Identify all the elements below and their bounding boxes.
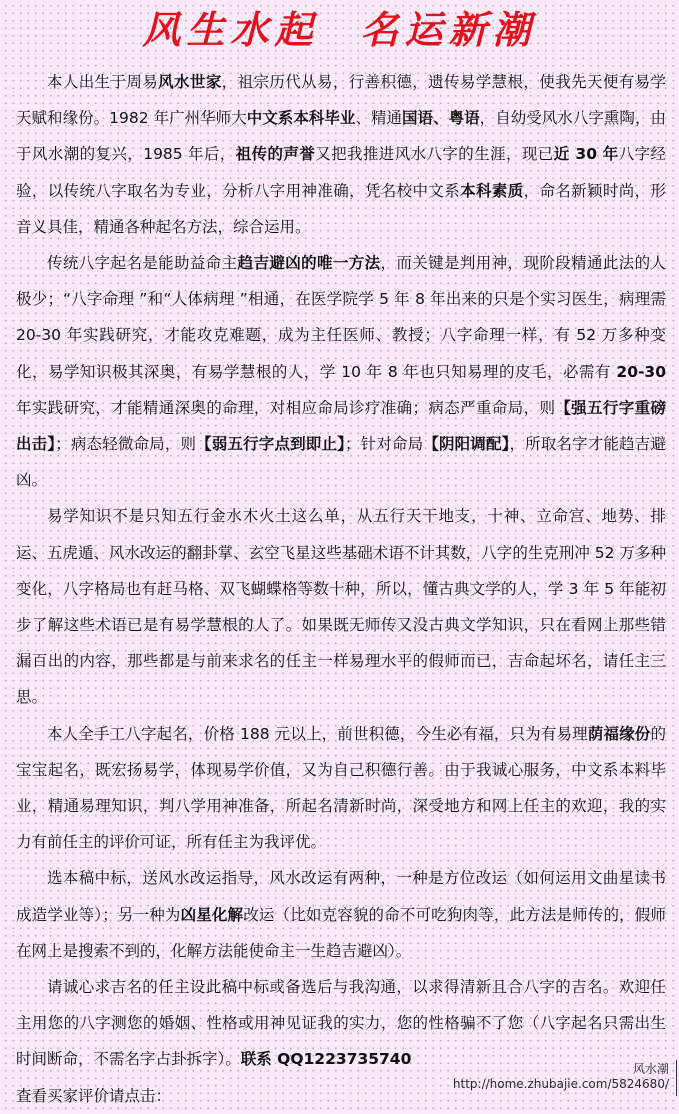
body-text: 又把我推进风水八字的生涯，现已	[315, 145, 554, 164]
body-text: 年实践研究，才能精通深奥的命理，对相应命局诊疗准确；病态严重命局，则	[16, 398, 556, 417]
body-text: 八字经验，以传统八字取名为专业，分析八字用神准确，凭名校中文系	[16, 145, 666, 200]
body-text: 、精通	[355, 109, 403, 128]
emphasis-text: 本科素质	[460, 181, 524, 200]
emphasis-text: 趋吉避凶的唯一方法	[237, 254, 381, 273]
emphasis-text: 国语、粤语	[402, 109, 480, 128]
body-text: 本人出生于周易	[47, 73, 159, 91]
body-text: ，祖宗历代从易，行善积德，遗传易学慧根，使我先天便有易学天赋和缘份。1982 年广州华师大	[16, 73, 666, 128]
emphasis-text: 【弱五行字点到即止】	[196, 435, 346, 454]
body-text: ，命名新颖时尚，形音义具佳，精通各种起名方法，综合运用。	[16, 181, 666, 236]
page-title	[0, 4, 679, 56]
body-text: ，自幼受风水八字熏陶，由于风水潮的复兴，1985 年后，	[16, 109, 666, 164]
body-text: 易学知识不是只知五行金水木火土这么单，从五行天干地支，十神、立命宫、地势、排运、五虎遁、风水改运的翻卦掌、玄空飞星这些基础术语不计其数，八字的生克刑冲 52 万多种变化，八字格局也有赶马格、双飞蝴蝶格等数十种，所以，懂古典文学的人，学 3 年 5 年能初步了解这些术语已是有易学慧根的人了。如果既无师传又没古典文学知识，只在看网上那些错漏百出的内容，那些都是与前来求名的任主一样易理水平的假师而已，吉命起坏名，请任主三思。	[16, 507, 666, 707]
watermark	[453, 1062, 669, 1092]
body-text: 的宝宝起名，既宏扬易学，体现易学价值，又为自己积德行善。由于我诚心服务，中文系本料毕业，精通易理知识，判八学用神准备，所起名清新时尚，深受地方和网上任主的欢迎，我的实力有前任主的评价可证，所有任主为我评优。	[16, 724, 666, 852]
buyer-review-prompt[interactable]: 查看买家评价请点击：	[16, 1086, 172, 1105]
body-text: ，而关键是判用神，现阶段精通此法的人极少；“八字命理 ”和“人体病理 ”相通，在医学院学 5 年 8 年出来的只是个实习医生，病理需 20-30 年实践研究，才能攻克难题，成为主任医师、教授；八字命理一样，有 52 万多种变化，易学知识极其深奥，有易学慧根的人，学 10 年 8 年也只知易理的皮毛，必需有	[16, 254, 666, 381]
paragraph-intro	[16, 64, 666, 245]
body-text: 传统八字起名是能助益命主	[47, 254, 238, 273]
title-part-1: 风生水起	[142, 7, 319, 52]
emphasis-text: 祖传的声誉	[235, 145, 316, 164]
article-body	[16, 64, 666, 1114]
body-text: ；病态轻微命局，则	[55, 435, 197, 454]
paragraph-service-price	[16, 716, 666, 861]
emphasis-text: 联系 QQ1223735740	[240, 1050, 412, 1069]
emphasis-text: 【强五行字重磅出击】	[16, 398, 666, 454]
paragraph-traditional-bazi	[16, 245, 666, 498]
watermark-url[interactable]: http://home.zhubajie.com/5824680/	[452, 1077, 669, 1091]
body-text: 请诚心求吉名的任主设此稿中标或备选后与我沟通，以求得清新且合八字的吉名。欢迎任主用您的八字测您的婚姻、性格或用神见证我的实力，您的性格骗不了您（八字起名只需出生时间断命，不需名字占卦拆字）。	[16, 978, 666, 1069]
emphasis-text: 凶星化解	[180, 905, 244, 924]
emphasis-text: 中文系本科毕业	[246, 109, 356, 128]
body-text: ，所取名字才能趋吉避凶。	[16, 435, 666, 490]
paragraph-fengshui-bonus	[16, 860, 666, 969]
emphasis-text: 【阴阳调配】	[423, 435, 510, 454]
edge-divider	[676, 1060, 677, 1096]
emphasis-text: 荫福缘份	[587, 724, 651, 743]
body-text: 选本稿中标，送风水改运指导，风水改运有两种，一种是方位改运（如何运用文曲星读书成造学业等）；另一种为	[16, 869, 666, 924]
body-text: ；针对命局	[345, 435, 424, 454]
watermark-name: 风水潮	[632, 1062, 669, 1076]
body-text: 本人全手工八字起名，价格 188 元以上，前世积德，今生必有福，只为有易理	[47, 724, 588, 743]
emphasis-text: 近 30 年	[553, 145, 619, 164]
title-part-2: 名运新潮	[360, 7, 537, 52]
emphasis-text: 风水世家	[158, 73, 222, 91]
emphasis-text: 20-30	[616, 362, 666, 381]
paragraph-yixue-knowledge	[16, 498, 666, 715]
body-text: 改运（比如克容貌的命不可吃狗肉等，此方法是师传的，假师在网上是搜索不到的，化解方法能使命主一生趋吉避凶）。	[16, 905, 666, 960]
